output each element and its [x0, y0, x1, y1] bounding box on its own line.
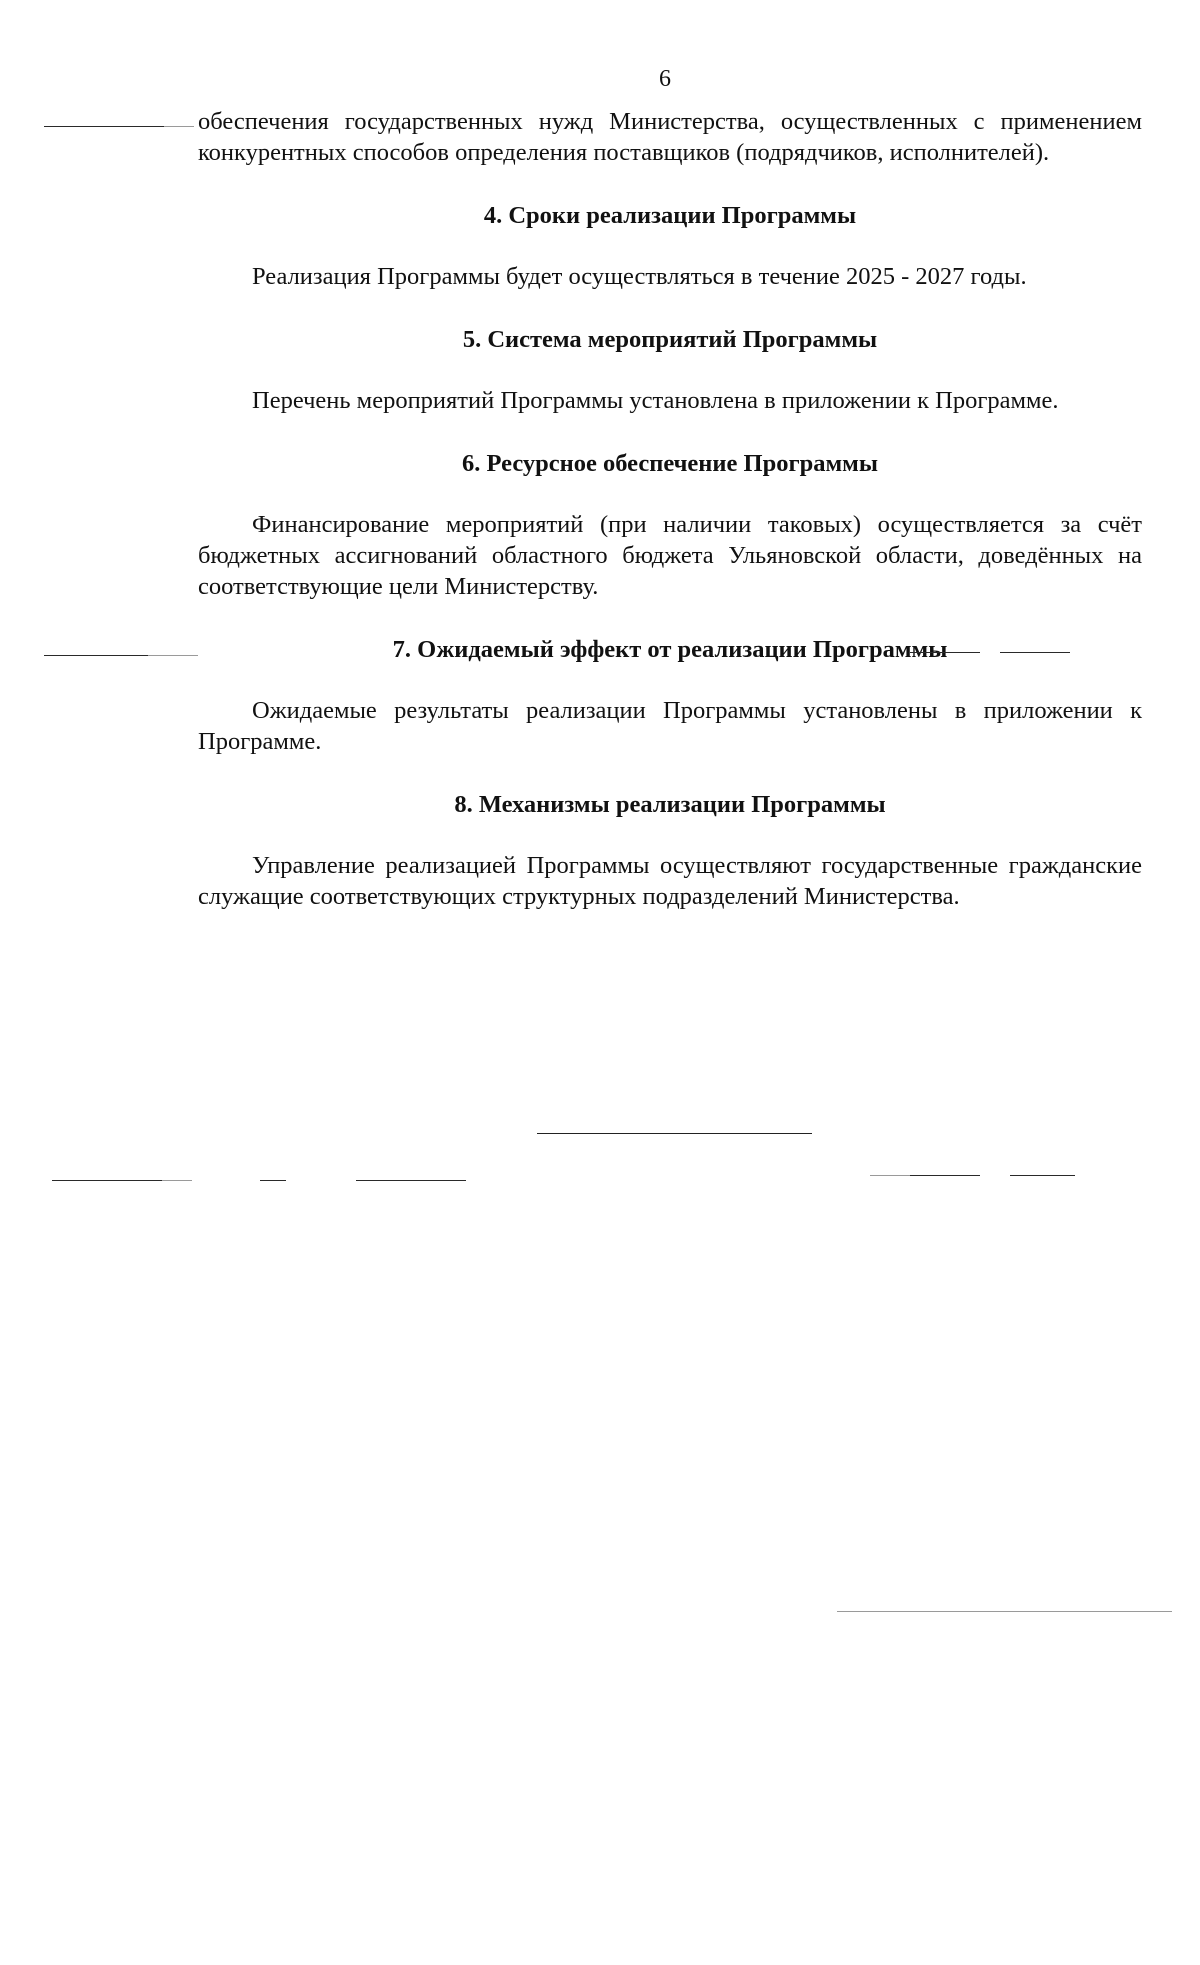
section-6-text: Финансирование мероприятий (при наличии таковых) осуществляется за счёт бюджетных ассигнований областного бюджета Ульяновской области, доведённых на соответствующие цели Министерству.: [198, 511, 1142, 600]
scan-artifact-line: [870, 1175, 910, 1176]
section-5-heading: 5. Система мероприятий Программы: [462, 326, 878, 353]
section-5-text: Перечень мероприятий Программы установлена в приложении к Программе.: [252, 387, 1059, 414]
scan-artifact-line: [1000, 652, 1070, 653]
section-8-text: Управление реализацией Программы осуществляют государственные гражданские служащие соответствующих структурных подразделений Министерства.: [198, 852, 1142, 910]
scan-artifact-line: [164, 126, 194, 127]
section-4-heading: 4. Сроки реализации Программы: [483, 202, 857, 229]
section-7-heading: 7. Ожидаемый эффект от реализации Программы: [392, 636, 948, 663]
section-4-text: Реализация Программы будет осуществляться в течение 2025 - 2027 годы.: [252, 263, 1027, 290]
scan-artifact-line: [260, 1180, 286, 1181]
section-8-heading: 8. Механизмы реализации Программы: [454, 791, 886, 818]
scan-artifact-line: [148, 655, 198, 656]
section-6-heading: 6. Ресурсное обеспечение Программы: [462, 450, 878, 477]
scan-artifact-line: [837, 1611, 1172, 1612]
scan-artifact-line: [44, 655, 148, 656]
intro-paragraph: обеспечения государственных нужд Министерства, осуществленных с применением конкурентных способов определения поставщиков (подрядчиков, исполнителей).: [198, 108, 1142, 166]
scan-artifact-line: [910, 652, 980, 653]
scan-artifact-line: [44, 126, 164, 127]
scan-artifact-line: [356, 1180, 466, 1181]
document-body: [198, 106, 1142, 912]
closing-rule: [537, 1133, 812, 1134]
scan-artifact-line: [1010, 1175, 1075, 1176]
scan-artifact-line: [162, 1180, 192, 1181]
section-7-text: Ожидаемые результаты реализации Программы установлены в приложении к Программе.: [198, 697, 1142, 755]
scan-artifact-line: [52, 1180, 162, 1181]
page-number: 6: [659, 66, 671, 92]
scan-artifact-line: [910, 1175, 980, 1176]
